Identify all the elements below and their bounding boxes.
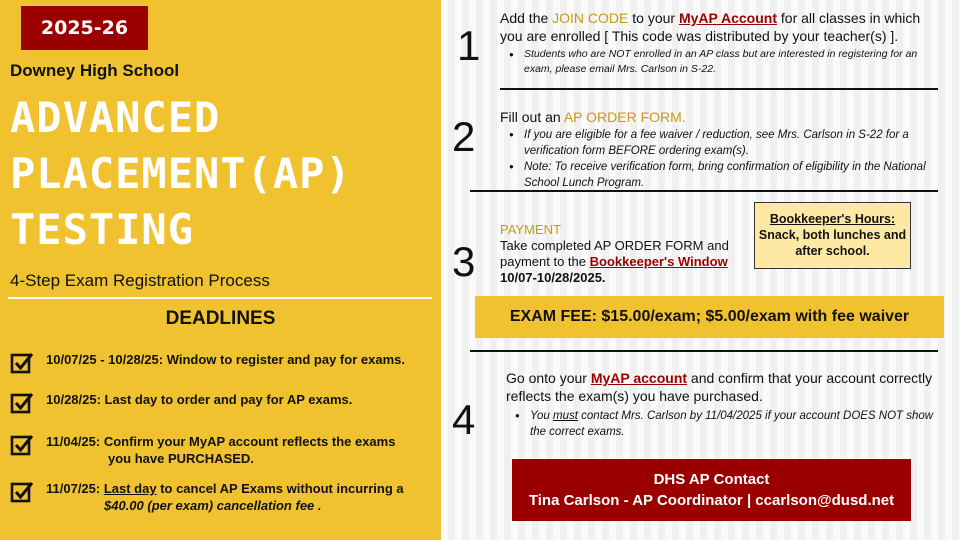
step-number-1: 1	[457, 22, 481, 69]
text: Add the	[500, 10, 553, 26]
step-3-text	[500, 238, 740, 270]
bookkeeper-hours-box	[754, 202, 911, 269]
step-1-text	[500, 9, 940, 45]
text: and confirm that your account correctly reflects the exam(s) you have purchased.	[506, 370, 933, 404]
emphasis: must	[553, 410, 578, 422]
step-divider	[500, 88, 938, 90]
step-2-text	[500, 108, 930, 126]
subtitle: 4-Step Exam Registration Process	[10, 271, 270, 290]
contact-box	[512, 459, 911, 521]
title-line-2: PLACEMENT(AP)	[10, 149, 352, 198]
contact-line: Tina Carlson - AP Coordinator | ccarlson@dusd.net	[528, 492, 895, 509]
deadlines-heading: DEADLINES	[165, 308, 276, 329]
step-divider	[470, 350, 938, 352]
text: contact Mrs. Carlson by 11/04/2025 if your account DOES NOT show the correct exams.	[530, 410, 934, 438]
checkbox-checked-icon	[10, 433, 34, 457]
checkbox-checked-icon	[10, 480, 34, 504]
text: Take completed AP ORDER FORM and payment to the	[500, 238, 729, 269]
left-panel	[0, 0, 441, 540]
deadline-text-cont: $40.00 (per exam) cancellation fee .	[104, 498, 322, 513]
deadline-text-cont: you have PURCHASED.	[108, 451, 254, 466]
payment-heading: PAYMENT	[500, 222, 561, 237]
title-line-1: ADVANCED	[10, 93, 221, 142]
text: You	[530, 410, 554, 422]
step-3	[500, 222, 740, 286]
deadline-text: 11/04/25: Confirm your MyAP account reflects the exams	[46, 434, 396, 449]
text: Fill out an	[500, 109, 564, 125]
deadline-text: 10/07/25 - 10/28/25: Window to register and pay for exams.	[46, 352, 405, 367]
checkbox-checked-icon	[10, 391, 34, 415]
step-number-4: 4	[452, 396, 476, 443]
step-2	[500, 108, 930, 191]
contact-title: DHS AP Contact	[653, 471, 770, 488]
divider	[8, 297, 432, 299]
exam-fee-banner: EXAM FEE: $15.00/exam; $5.00/exam with fee waiver	[475, 296, 944, 338]
deadline-date: 11/07/25:	[46, 481, 104, 496]
step-number-3: 3	[452, 238, 476, 285]
deadline-text: 10/28/25: Last day to order and pay for AP exams.	[46, 392, 353, 407]
checkbox-checked-icon	[10, 351, 34, 375]
title-line-3: TESTING	[10, 205, 195, 254]
step-2-bullet: ● Note: To receive verification form, bring confirmation of eligibility in the National School Lunch Program.	[500, 159, 930, 191]
step-number-2: 2	[452, 113, 476, 160]
join-code-label: JOIN CODE	[552, 10, 629, 26]
hours-title: Bookkeeper's Hours:	[769, 212, 896, 226]
text: to your	[628, 10, 679, 26]
payment-dates: 10/07-10/28/2025.	[500, 270, 606, 285]
deadline-text: to cancel AP Exams without incurring a	[156, 481, 404, 496]
myap-account-link[interactable]: MyAP Account	[678, 10, 777, 26]
bookkeepers-window-link[interactable]: Bookkeeper's Window	[589, 254, 728, 269]
step-4-text	[506, 369, 936, 405]
step-4	[506, 369, 936, 440]
myap-account-link[interactable]: MyAP account	[590, 370, 688, 386]
step-1-bullet: ● Students who are NOT enrolled in an AP class but are interested in registering for an exam, please email Mrs. Carlson in S-22.	[500, 47, 940, 77]
hours-text: Snack, both lunches and after school.	[758, 228, 907, 258]
school-name: Downey High School	[10, 61, 180, 80]
year-badge: 2025-26	[21, 6, 148, 50]
order-form-label: AP ORDER FORM.	[563, 109, 686, 125]
deadline-underlined: Last day	[103, 481, 157, 496]
step-4-bullet	[506, 408, 936, 440]
text: for all classes in which you are enrolled [ This code was distributed by your teacher(s) ].	[500, 10, 921, 44]
step-1	[500, 9, 940, 77]
text: Go onto your	[506, 370, 591, 386]
step-2-bullet: ● If you are eligible for a fee waiver / reduction, see Mrs. Carlson in S-22 for a verification form BEFORE ordering exam(s).	[500, 127, 930, 159]
